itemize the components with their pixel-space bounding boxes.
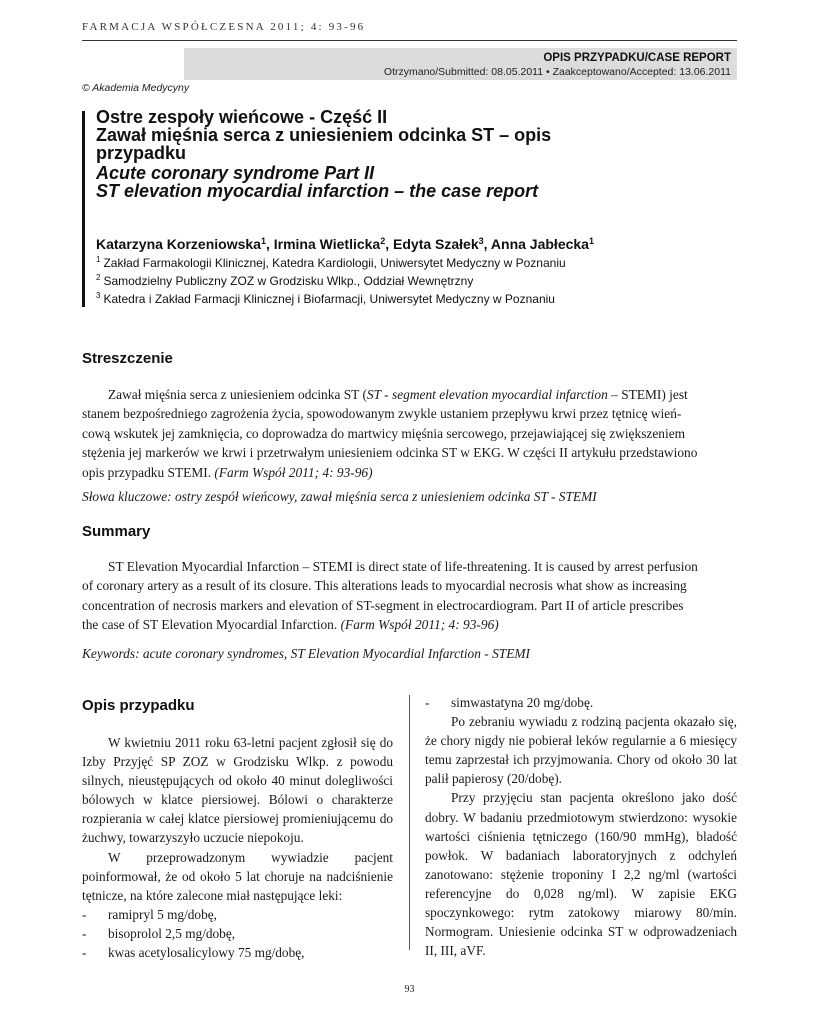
abstract-line <box>82 557 737 576</box>
medication-list-item <box>82 943 393 962</box>
author-affiliation-mark: 1 <box>260 236 266 246</box>
case-heading: Opis przypadku <box>82 697 195 714</box>
title-accent-bar <box>82 111 85 307</box>
medication-list-item <box>425 693 737 712</box>
author-name: Anna Jabłecka <box>490 236 589 252</box>
citation: (Farm Współ 2011; 4: 93-96) <box>340 617 499 633</box>
case-paragraph: Przy przyjęciu stan pacjenta określono jako dość dobry. W badaniu przedmiotowym stwierdzono: wysokie wartości ciśnienia tętniczego (160/90 mmHg), bladość powłok. W badaniach laboratoryjnych z odchyleń zanotowano: stężenie troponiny I 2,2 ng/ml (wartości referencyjne do 0,028 ng/ml). W zapisie EKG spoczynkowego: rytm zatokowy miarowy 80/min. Normogram. Uniesienie odcinka ST w odprowadzeniach II, III, aVF. <box>425 790 737 959</box>
medication-list-item <box>82 905 393 924</box>
list-dash: - <box>425 695 430 710</box>
affiliation-number: 1 <box>96 255 101 264</box>
affiliation-text: Samodzielny Publiczny ZOZ w Grodzisku Wlkp., Oddział Wewnętrzny <box>103 274 474 288</box>
abstract-line: cową wskutek jej zamknięcia, co doprowadza do martwicy mięśnia sercowego, przejawiającej się zwiększeniem <box>82 425 686 441</box>
medication-text: ramipryl 5 mg/dobę, <box>108 906 217 922</box>
copyright-notice: © Akademia Medycyny <box>82 82 190 94</box>
case-paragraph: W kwietniu 2011 roku 63-letni pacjent zgłosił się do Izby Przyjęć SP ZOZ w Grodzisku Wlkp. z powodu silnych, nieustępujących od około 40 minut dolegliwości bólowych w klatce piersiowej. Bólowi o charakterze rozpierania w całej klatce piersiowej promieniującemu do żuchwy, towarzyszyło uczucie niepokoju. <box>82 735 393 846</box>
title-block <box>96 108 736 200</box>
medication-text: bisoprolol 2,5 mg/dobę, <box>108 925 236 941</box>
affiliation-text: Katedra i Zakład Farmacji Klinicznej i Biofarmacji, Uniwersytet Medyczny w Poznaniu <box>103 292 555 306</box>
author-affiliation-mark: 1 <box>588 236 594 246</box>
abstract-italic-term: ST - segment elevation myocardial infarction <box>366 387 608 402</box>
case-paragraph: W przeprowadzonym wywiadzie pacjent poinformował, że od około 5 lat choruje na nadciśnienie tętnicze, na które zalecone miał następujące leki: <box>82 849 393 903</box>
abstract-line: stężenia jej markerów we krwi i przetrwałym uniesieniem odcinka ST w EKG. W części II artykułu przedstawiono <box>82 445 698 461</box>
abstract-line: concentration of necrosis markers and elevation of ST-segment in electrocardiogram. Part II of article prescribes <box>82 597 684 613</box>
medication-text: simwastatyna 20 mg/dobę. <box>451 695 594 710</box>
abstract-text: – STEMI) jest <box>607 387 688 402</box>
abstract-line <box>82 463 737 482</box>
title-english-line-2: ST elevation myocardial infarction – the case report <box>96 181 539 201</box>
page-number: 93 <box>404 984 415 995</box>
author-affiliation-mark: 3 <box>478 236 484 246</box>
abstract-line <box>82 615 737 634</box>
title-polish-line-2: Zawał mięśnia serca z uniesieniem odcinka ST – opis <box>96 125 552 145</box>
abstract-text: ST Elevation Myocardial Infarction – STEMI is direct state of life-threatening. It is caused by arrest perfusion <box>108 559 698 574</box>
author-name: Irmina Wietlicka <box>273 236 381 252</box>
summary-abstract <box>82 557 737 635</box>
case-paragraph: Po zebraniu wywiadu z rodziną pacjenta okazało się, że chory nigdy nie pobierał leków regularnie a 6 miesięcy temu zaprzestał ich przyjmowania. Chory od około 30 lat palił papierosy (20/dobę). <box>425 714 737 787</box>
left-column <box>82 733 393 962</box>
medication-text: kwas acetylosalicylowy 75 mg/dobę, <box>108 945 305 961</box>
case-report-banner <box>184 48 737 80</box>
affiliation-text: Zakład Farmakologii Klinicznej, Katedra Kardiologii, Uniwersytet Medyczny w Poznaniu <box>103 256 566 270</box>
abstract-text: Zawał mięśnia serca z uniesieniem odcinka ST ( <box>108 387 367 402</box>
affiliation <box>96 273 473 288</box>
title-polish-line-3: przypadku <box>96 143 187 163</box>
streszczenie-heading: Streszczenie <box>82 350 173 367</box>
right-column <box>425 693 737 960</box>
column-divider <box>409 695 410 950</box>
abstract-text: opis przypadku STEMI. <box>82 464 215 480</box>
english-keywords: Keywords: acute coronary syndromes, ST Elevation Myocardial Infarction - STEMI <box>82 646 531 661</box>
author-separator: , <box>483 236 491 252</box>
list-dash: - <box>82 925 87 941</box>
abstract-line: stanem bezpośredniego zagrożenia życia, spowodowanym zwykle ustaniem przepływu krwi przez tętnicę wień- <box>82 406 682 422</box>
affiliation <box>96 255 566 270</box>
submission-dates: Otrzymano/Submitted: 08.05.2011 • Zaakceptowano/Accepted: 13.06.2011 <box>383 66 731 78</box>
medication-list-item <box>82 924 393 943</box>
author-separator: , <box>385 236 394 252</box>
author-separator: , <box>265 236 274 252</box>
title-polish-line-1: Ostre zespoły wieńcowe - Część II <box>96 107 388 127</box>
abstract-line: of coronary artery as a result of its closure. This alterations leads to myocardial necrosis what show as increasing <box>82 578 687 594</box>
polish-keywords: Słowa kluczowe: ostry zespół wieńcowy, zawał mięśnia serca z uniesieniem odcinka ST - STEMI <box>82 489 597 504</box>
header-rule <box>82 40 737 41</box>
affiliation-number: 2 <box>96 273 101 282</box>
title-english-line-1: Acute coronary syndrome Part II <box>96 163 375 183</box>
abstract-line <box>82 385 737 404</box>
affiliation-number: 3 <box>96 291 101 300</box>
author-list <box>96 236 594 252</box>
article-type-label: OPIS PRZYPADKU/CASE REPORT <box>543 52 731 64</box>
citation: (Farm Współ 2011; 4: 93-96) <box>214 464 373 480</box>
author-name: Katarzyna Korzeniowska <box>96 236 261 252</box>
list-dash: - <box>82 945 87 961</box>
streszczenie-abstract <box>82 385 737 482</box>
author-name: Edyta Szałek <box>393 236 479 252</box>
journal-header: FARMACJA WSPÓŁCZESNA 2011; 4: 93-96 <box>82 21 366 33</box>
summary-heading: Summary <box>82 523 151 540</box>
affiliation <box>96 291 555 306</box>
author-affiliation-mark: 2 <box>380 236 386 246</box>
abstract-text: the case of ST Elevation Myocardial Infarction. <box>82 617 341 633</box>
list-dash: - <box>82 906 87 922</box>
